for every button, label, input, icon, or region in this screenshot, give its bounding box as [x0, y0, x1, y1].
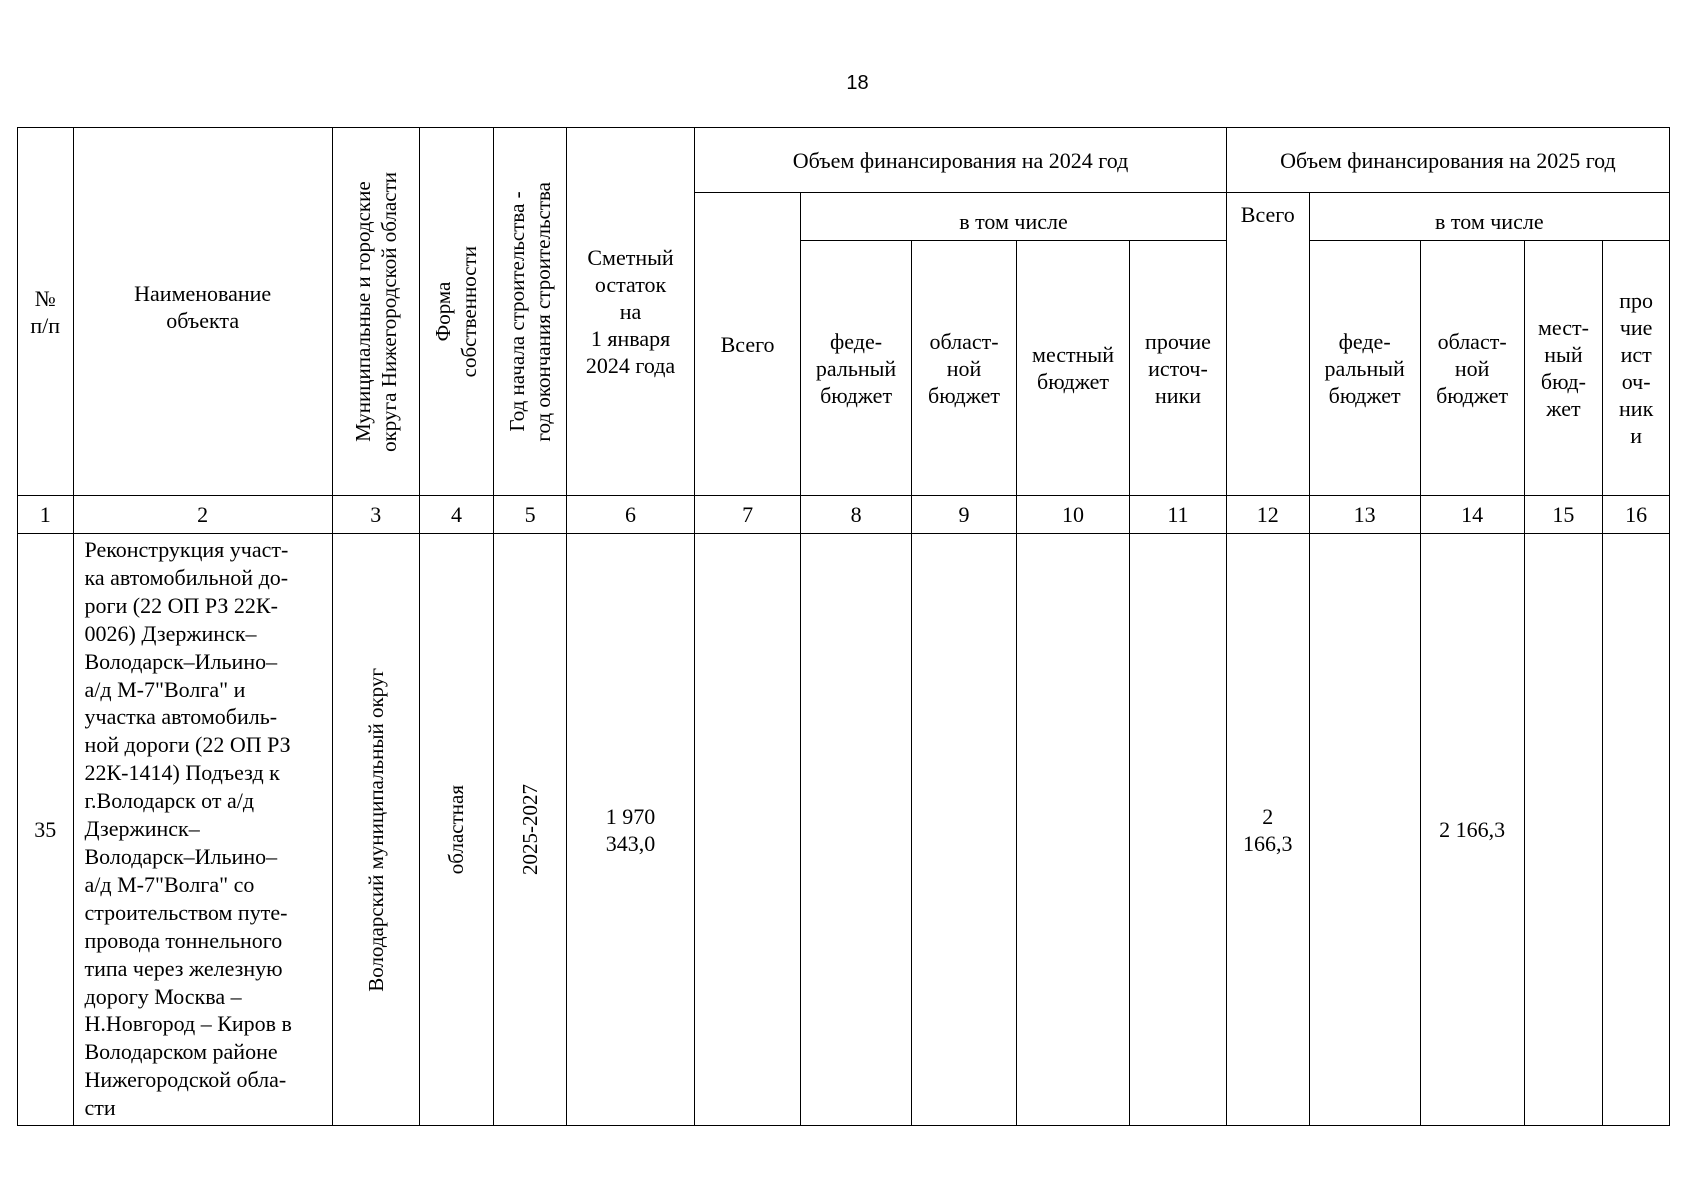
- table-row: [18, 534, 1670, 1126]
- header-including-2025: в том числе: [1309, 193, 1669, 241]
- column-number: 3: [332, 496, 419, 534]
- row-regional-2024: [912, 534, 1017, 1126]
- header-total-2025: Всего: [1226, 193, 1309, 241]
- column-number: 15: [1524, 496, 1603, 534]
- header-ownership: Форма собственности: [419, 128, 494, 496]
- row-federal-2024: [801, 534, 912, 1126]
- row-local-2025: [1524, 534, 1603, 1126]
- column-number: 1: [18, 496, 74, 534]
- header-estimate: Сметный остаток на 1 января 2024 года: [566, 128, 694, 496]
- header-funding-2024: Объем финансирования на 2024 год: [695, 128, 1227, 193]
- column-number: 12: [1226, 496, 1309, 534]
- column-number: 13: [1309, 496, 1420, 534]
- header-empty-2025: [1226, 241, 1309, 496]
- header-local-2025: мест- ный бюд- жет: [1524, 241, 1603, 496]
- row-total-2024: [695, 534, 801, 1126]
- row-total-2025: 2 166,3: [1226, 534, 1309, 1126]
- column-number: 9: [912, 496, 1017, 534]
- row-federal-2025: [1309, 534, 1420, 1126]
- column-number: 10: [1017, 496, 1130, 534]
- investment-table: [17, 127, 1670, 1126]
- header-local-2024: местный бюджет: [1017, 241, 1130, 496]
- page-number: 18: [846, 72, 869, 94]
- header-federal-2024: феде- ральный бюджет: [801, 241, 912, 496]
- header-including-2024: в том числе: [801, 193, 1227, 241]
- row-name: Реконструкция участ- ка автомобильной до- роги (22 ОП РЗ 22К- 0026) Дзержинск– Володарск–Ильино– а/д М-7"Волга" и участка автомобиль- ной дороги (22 ОП РЗ 22К-1414) Подъезд к г.Володарск от а/д Дзержинск– Володарск–Ильино– а/д М-7"Волга" со строительством путе- провода тоннельного типа через железную дорогу Москва – Н.Новгород – Киров в Володарском районе Нижегородской обла- сти: [73, 534, 332, 1126]
- header-num: № п/п: [18, 128, 74, 496]
- column-number: 2: [73, 496, 332, 534]
- row-estimate: 1 970 343,0: [566, 534, 694, 1126]
- row-ownership: областная: [419, 534, 494, 1126]
- column-number: 8: [801, 496, 912, 534]
- row-regional-2025: 2 166,3: [1420, 534, 1524, 1126]
- column-number: 11: [1130, 496, 1227, 534]
- column-number: 14: [1420, 496, 1524, 534]
- header-other-2024: прочие источ- ники: [1130, 241, 1227, 496]
- header-name: Наименование объекта: [73, 128, 332, 496]
- row-years: 2025-2027: [494, 534, 567, 1126]
- header-regional-2024: област- ной бюджет: [912, 241, 1017, 496]
- column-number: 7: [695, 496, 801, 534]
- header-federal-2025: феде- ральный бюджет: [1309, 241, 1420, 496]
- header-other-2025: про чие ист оч- ник и: [1603, 241, 1670, 496]
- row-municipality: Володарский муниципальный округ: [332, 534, 419, 1126]
- row-other-2024: [1130, 534, 1227, 1126]
- row-num: 35: [18, 534, 74, 1126]
- row-local-2024: [1017, 534, 1130, 1126]
- header-total-2024: Всего: [695, 193, 801, 496]
- column-number: 6: [566, 496, 694, 534]
- row-other-2025: [1603, 534, 1670, 1126]
- column-number-row: [18, 496, 1670, 534]
- header-municipality: Муниципальные и городские округа Нижегородской области: [332, 128, 419, 496]
- header-years: Год начала строительства - год окончания строительства: [494, 128, 567, 496]
- column-number: 5: [494, 496, 567, 534]
- column-number: 16: [1603, 496, 1670, 534]
- column-number: 4: [419, 496, 494, 534]
- header-regional-2025: област- ной бюджет: [1420, 241, 1524, 496]
- header-funding-2025: Объем финансирования на 2025 год: [1226, 128, 1669, 193]
